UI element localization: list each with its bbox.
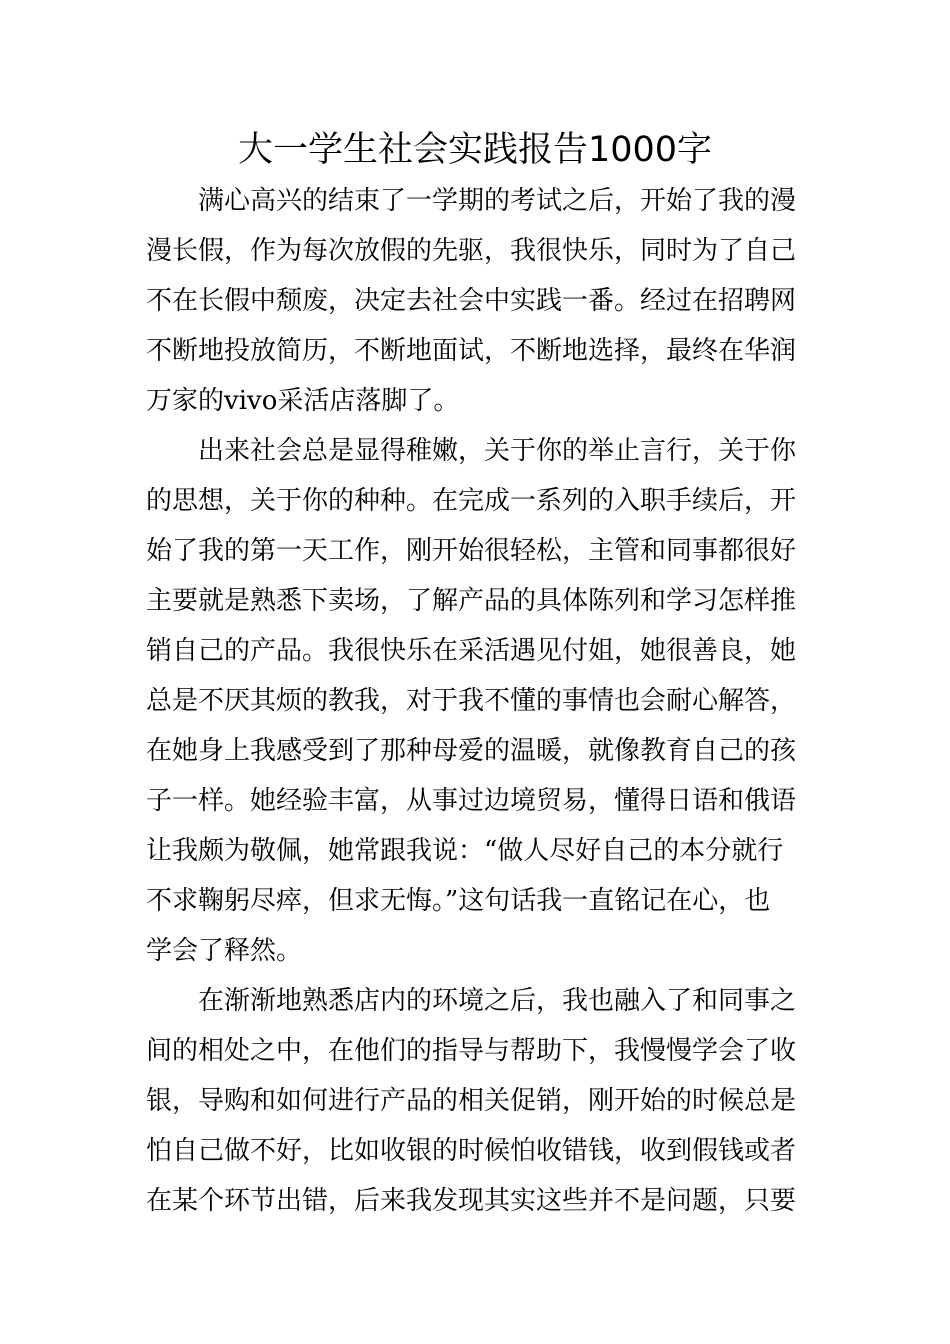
text-line: 学会了释然。 xyxy=(146,936,303,966)
paragraph-3 xyxy=(146,976,806,1226)
text-line: 不求鞠躬尽瘁，但求无悔。”这句话我一直铭记在心，也 xyxy=(146,886,771,916)
text-line: 子一样。她经验丰富，从事过边境贸易，懂得日语和俄语 xyxy=(146,786,797,816)
text-line: 的思想，关于你的种种。在完成一系列的入职手续后，开 xyxy=(146,486,797,516)
paragraph-2 xyxy=(146,426,806,976)
text-line: 漫长假，作为每次放假的先驱，我很快乐，同时为了自己 xyxy=(146,236,797,266)
document-body xyxy=(146,176,806,1226)
text-line: 始了我的第一天工作，刚开始很轻松，主管和同事都很好 xyxy=(146,536,797,566)
text-line: 不断地投放简历，不断地面试，不断地选择，最终在华润 xyxy=(146,336,797,366)
text-line: 怕自己做不好，比如收银的时候怕收错钱，收到假钱或者 xyxy=(146,1136,797,1166)
text-line: 满心高兴的结束了一学期的考试之后，开始了我的漫 xyxy=(198,186,797,216)
paragraph-1 xyxy=(146,176,806,426)
text-line: 让我颇为敬佩，她常跟我说：“做人尽好自己的本分就行 xyxy=(146,836,784,866)
text-line: 主要就是熟悉下卖场，了解产品的具体陈列和学习怎样推 xyxy=(146,586,797,616)
text-line: 总是不厌其烦的教我，对于我不懂的事情也会耐心解答， xyxy=(146,686,797,716)
text-line: 万家的vivo采活店落脚了。 xyxy=(146,386,460,416)
text-line: 在渐渐地熟悉店内的环境之后，我也融入了和同事之 xyxy=(198,986,797,1016)
text-line: 在某个环节出错，后来我发现其实这些并不是问题，只要 xyxy=(146,1186,797,1216)
text-line: 间的相处之中，在他们的指导与帮助下，我慢慢学会了收 xyxy=(146,1036,797,1066)
text-line: 出来社会总是显得稚嫩，关于你的举止言行，关于你 xyxy=(198,436,797,466)
text-line: 不在长假中颓废，决定去社会中实践一番。经过在招聘网 xyxy=(146,286,797,316)
text-line: 银，导购和如何进行产品的相关促销，刚开始的时候总是 xyxy=(146,1086,797,1116)
text-line: 在她身上我感受到了那种母爱的温暖，就像教育自己的孩 xyxy=(146,736,797,766)
text-line: 销自己的产品。我很快乐在采活遇见付姐，她很善良，她 xyxy=(146,636,797,666)
document-title: 大一学生社会实践报告1000字 xyxy=(237,130,713,170)
